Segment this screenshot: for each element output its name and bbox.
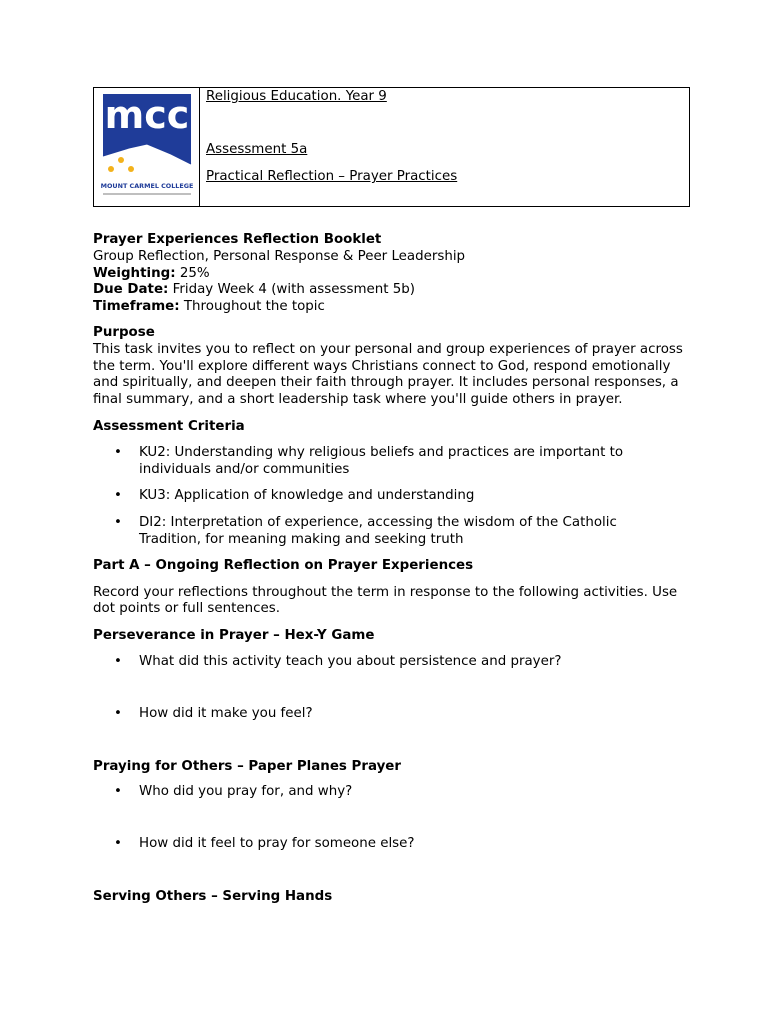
assessment-title: Assessment 5a [206, 142, 308, 157]
timeframe-value: Throughout the topic [179, 299, 325, 315]
criteria-item: • DI2: Interpretation of experience, accessing the wisdom of the Catholic Tradition, for meaning making and seeking truth [93, 515, 683, 549]
purpose-text: This task invites you to reflect on your personal and group experiences of prayer across the term. You'll explore different ways Christians connect to God, respond emotionally and spiritually, and deepen their faith through prayer. It includes personal responses, a final summary, and a short leadership task where you'll guide others in prayer. [93, 341, 683, 408]
subject-title: Religious Education. Year 9 [206, 89, 387, 104]
timeframe-line [93, 299, 683, 316]
due-date-line [93, 282, 683, 299]
purpose-heading: Purpose [93, 324, 155, 340]
part-a-heading: Part A – Ongoing Reflection on Prayer Experiences [93, 557, 474, 573]
weighting-value: 25% [175, 265, 210, 281]
section-heading: Serving Others – Serving Hands [93, 888, 333, 904]
question-list [93, 784, 683, 853]
header-table [93, 87, 690, 207]
criteria-item: • KU3: Application of knowledge and understanding [93, 488, 683, 505]
criteria-list [93, 445, 683, 549]
due-date-label: Due Date: [93, 282, 169, 298]
criteria-heading: Assessment Criteria [93, 418, 245, 434]
question-item: • How did it feel to pray for someone else? [93, 836, 683, 853]
document-body [93, 232, 683, 906]
question-item: • How did it make you feel? [93, 706, 683, 723]
due-date-value: Friday Week 4 (with assessment 5b) [168, 282, 415, 298]
section-heading: Praying for Others – Paper Planes Prayer [93, 758, 401, 774]
weighting-label: Weighting: [93, 265, 176, 281]
question-item: • Who did you pray for, and why? [93, 784, 683, 801]
part-a-intro: Record your reflections throughout the term in response to the following activities. Use dot points or full sentences. [93, 584, 678, 617]
weighting-line [93, 266, 683, 283]
title-cell [200, 88, 689, 206]
logo-subtitle: MOUNT CARMEL COLLEGE [100, 182, 193, 190]
logo-cell [94, 88, 200, 206]
criteria-item: • KU2: Understanding why religious beliefs and practices are important to individuals and/or communities [93, 445, 683, 479]
booklet-subtitle: Group Reflection, Personal Response & Peer Leadership [93, 248, 466, 264]
question-item: • What did this activity teach you about persistence and prayer? [93, 654, 683, 671]
school-logo [101, 92, 193, 198]
booklet-title: Prayer Experiences Reflection Booklet [93, 232, 382, 247]
section-heading: Perseverance in Prayer – Hex-Y Game [93, 628, 375, 644]
question-list [93, 654, 683, 723]
timeframe-label: Timeframe: [93, 299, 180, 315]
logo-text: mcc [104, 93, 189, 137]
task-title: Practical Reflection – Prayer Practices [206, 169, 458, 184]
